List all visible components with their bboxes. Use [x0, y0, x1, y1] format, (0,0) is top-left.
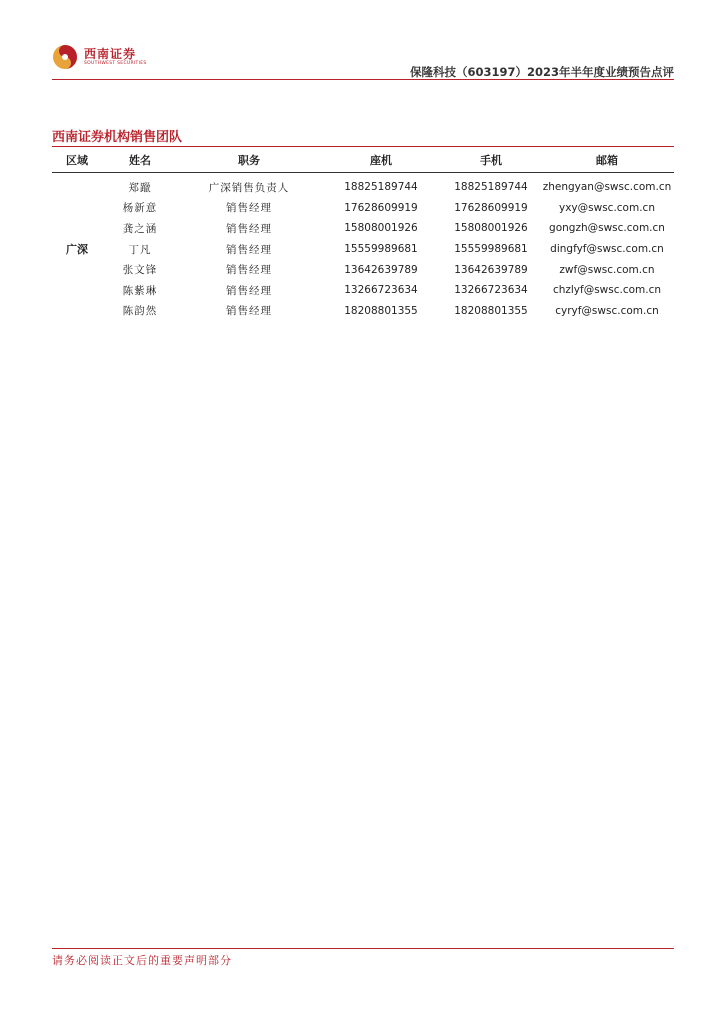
- name-cell: 丁凡: [128, 243, 152, 256]
- footer-disclaimer: 请务必阅读正文后的重要声明部分: [52, 954, 232, 967]
- email-cell: zhengyan@swsc.com.cn: [542, 181, 672, 194]
- email-cell: dingfyf@swsc.com.cn: [550, 243, 664, 256]
- landline-cell: 15559989681: [344, 243, 418, 256]
- landline-cell: 17628609919: [344, 201, 418, 214]
- section-title: 西南证券机构销售团队: [52, 130, 183, 145]
- landline-cell: 18825189744: [344, 181, 418, 194]
- mobile-cell: 15559989681: [454, 243, 528, 256]
- name-cell: 龚之涵: [122, 222, 158, 235]
- table-row: [52, 173, 674, 198]
- email-cell: zwf@swsc.com.cn: [559, 263, 655, 276]
- section-divider: [52, 146, 674, 147]
- column-header-landline: 座机: [370, 154, 392, 167]
- landline-cell: 13642639789: [344, 263, 418, 276]
- name-cell: 陈韵然: [122, 305, 158, 318]
- title-cell: 销售经理: [226, 264, 272, 277]
- company-logo: [52, 44, 147, 70]
- email-cell: cyryf@swsc.com.cn: [555, 304, 659, 317]
- name-cell: 张文锋: [122, 264, 158, 277]
- table-row: [52, 301, 674, 322]
- name-cell: 杨新意: [122, 202, 158, 215]
- title-cell: 销售经理: [226, 284, 272, 297]
- page-header: [52, 40, 674, 80]
- region-cell: 广深: [66, 243, 88, 257]
- email-cell: gongzh@swsc.com.cn: [549, 222, 665, 235]
- landline-cell: 15808001926: [344, 222, 418, 235]
- mobile-cell: 13642639789: [454, 263, 528, 276]
- table-header-row: [52, 148, 674, 173]
- column-header-title: 职务: [238, 154, 260, 167]
- sales-team-table: [52, 148, 674, 321]
- mobile-cell: 13266723634: [454, 284, 528, 297]
- column-header-region: 区域: [66, 154, 88, 167]
- column-header-email: 邮箱: [596, 154, 618, 167]
- header-divider: [52, 79, 674, 80]
- table-row: [52, 198, 674, 219]
- title-cell: 销售经理: [226, 305, 272, 318]
- logo-chinese-name: 西南证券: [84, 47, 137, 61]
- name-cell: 郑躐: [128, 181, 152, 194]
- table-row: [52, 239, 674, 260]
- column-header-mobile: 手机: [480, 154, 502, 167]
- mobile-cell: 15808001926: [454, 222, 528, 235]
- column-header-name: 姓名: [129, 154, 151, 167]
- footer-divider: [52, 948, 674, 949]
- table-row: [52, 259, 674, 280]
- landline-cell: 13266723634: [344, 284, 418, 297]
- mobile-cell: 17628609919: [454, 201, 528, 214]
- table-row: [52, 218, 674, 239]
- email-cell: chzlyf@swsc.com.cn: [552, 284, 662, 297]
- logo-mark-icon: [52, 44, 78, 70]
- title-cell: 销售经理: [226, 222, 272, 235]
- table-row: [52, 280, 674, 301]
- email-cell: yxy@swsc.com.cn: [559, 201, 655, 214]
- landline-cell: 18208801355: [344, 304, 418, 317]
- mobile-cell: 18208801355: [454, 304, 528, 317]
- name-cell: 陈紫琳: [122, 284, 158, 297]
- title-cell: 销售经理: [226, 202, 272, 215]
- title-cell: 广深销售负责人: [208, 181, 290, 194]
- report-title: 保隆科技（603197）2023年半年度业绩预告点评: [409, 65, 674, 79]
- title-cell: 销售经理: [226, 243, 272, 256]
- logo-english-name: SOUTHWEST SECURITIES: [84, 61, 147, 66]
- mobile-cell: 18825189744: [454, 181, 528, 194]
